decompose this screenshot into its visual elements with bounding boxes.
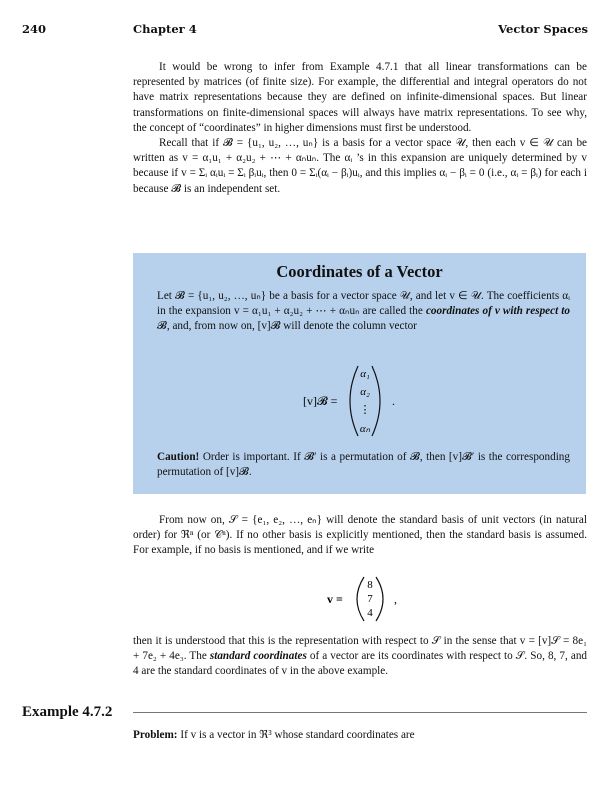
example-rule	[133, 712, 587, 713]
definition-term: coordinates of v with respect to	[425, 305, 571, 318]
standard-basis-text	[133, 513, 587, 559]
caution-label: Caution!	[157, 451, 200, 463]
paragraph-standard-coordinates	[133, 634, 587, 680]
para4-end: of a vector are its coordinates with respect to 𝒮. So, 8, 7, and 4 are the standard coordinates of v in the above example.	[133, 650, 588, 678]
example-label: Example 4.7.2	[22, 704, 113, 720]
standard-coordinates-text	[133, 634, 587, 680]
problem-statement	[133, 728, 415, 741]
section-header: Vector Spaces	[498, 22, 588, 36]
standard-coordinates-term: standard coordinates	[209, 650, 307, 663]
vector-lhs: v =	[327, 592, 343, 606]
vector-entry-3: 4	[367, 607, 373, 619]
page-number: 240	[22, 22, 47, 36]
caution-note	[157, 450, 570, 480]
matrix-entry-3: ⋮	[359, 404, 371, 416]
paragraph-recall-basis: Recall that if 𝓑 = {u₁, u₂, …, uₙ} is a basis for a vector space 𝒰, then each v ∈ 𝒰 can be written as v = α₁u₁ + α₂u₂ + ⋯ + αₙuₙ. The αᵢ ’s in this expansion are uniquely determined by v because if v = Σᵢ αᵢuᵢ = Σᵢ βᵢuᵢ, then 0 = Σᵢ(αᵢ − βᵢ)uᵢ, and this implies αᵢ − βᵢ = 0 (i.e., αᵢ = βᵢ) for each i because 𝓑 is an independent set.	[133, 137, 587, 195]
caution-text: Order is important. If 𝓑′ is a permutation of 𝓑, then [v]𝓑′ is the corresponding permutation of [v]𝓑.	[157, 451, 570, 479]
problem-text: If v is a vector in ℜ³ whose standard coordinates are	[180, 729, 415, 741]
matrix-right-paren	[372, 366, 380, 436]
matrix-entry-1: α₁	[360, 368, 370, 380]
coordinate-column-vector	[0, 362, 610, 440]
definition-line2: 𝓑, and, from now on, [v]𝓑 will denote the column vector	[157, 320, 417, 333]
para4-start: then it is understood that this is the representation with respect to 𝒮 in the sense that v = [v]𝒮 = 8e₁ + 7e₂ + 4e₃. The	[133, 635, 587, 663]
matrix-left-paren	[350, 366, 358, 436]
vector-suffix: ,	[394, 592, 397, 606]
chapter-header: Chapter 4	[133, 22, 197, 36]
paragraph-linear-transformations: It would be wrong to infer from Example 4.7.1 that all linear transformations can be represented by matrices (of finite size). For example, the differential and integral operators do not have matrix representations because they are defined on infinite-dimensional spaces. But linear transformations on finite-dimensional spaces will always have matrix representations. To see why, the concept of “coordinates” in higher dimensions must first be understood.	[133, 61, 587, 134]
definition-title: Coordinates of a Vector	[276, 262, 443, 281]
matrix-lhs: [v]𝓑 =	[303, 394, 338, 408]
definition-text	[157, 289, 570, 335]
vector-entry-2: 7	[367, 593, 373, 605]
paragraph-standard-basis: From now on, 𝒮 = {e₁, e₂, …, eₙ} will denote the standard basis of unit vectors (in natural order) for ℜⁿ (or 𝒞ⁿ). If no other basis is explicitly mentioned, then the standard basis is assumed. For example, if no basis is mentioned, and if we write	[133, 514, 587, 557]
vector-right-paren	[376, 577, 383, 621]
intro-text	[133, 60, 587, 197]
problem-label: Problem:	[133, 729, 178, 741]
definition-line1: Let 𝓑 = {u₁, u₂, …, uₙ} be a basis for a vector space 𝒰, and let v ∈ 𝒰. The coefficients αᵢ in the expansion v = α₁u₁ + α₂u₂ + ⋯ + αₙuₙ are called the	[157, 290, 570, 318]
standard-vector	[0, 575, 610, 623]
vector-entry-1: 8	[367, 579, 373, 591]
matrix-entry-4: αₙ	[359, 423, 371, 435]
matrix-period: .	[392, 394, 395, 408]
vector-left-paren	[357, 577, 364, 621]
matrix-entry-2: α₂	[360, 386, 370, 398]
